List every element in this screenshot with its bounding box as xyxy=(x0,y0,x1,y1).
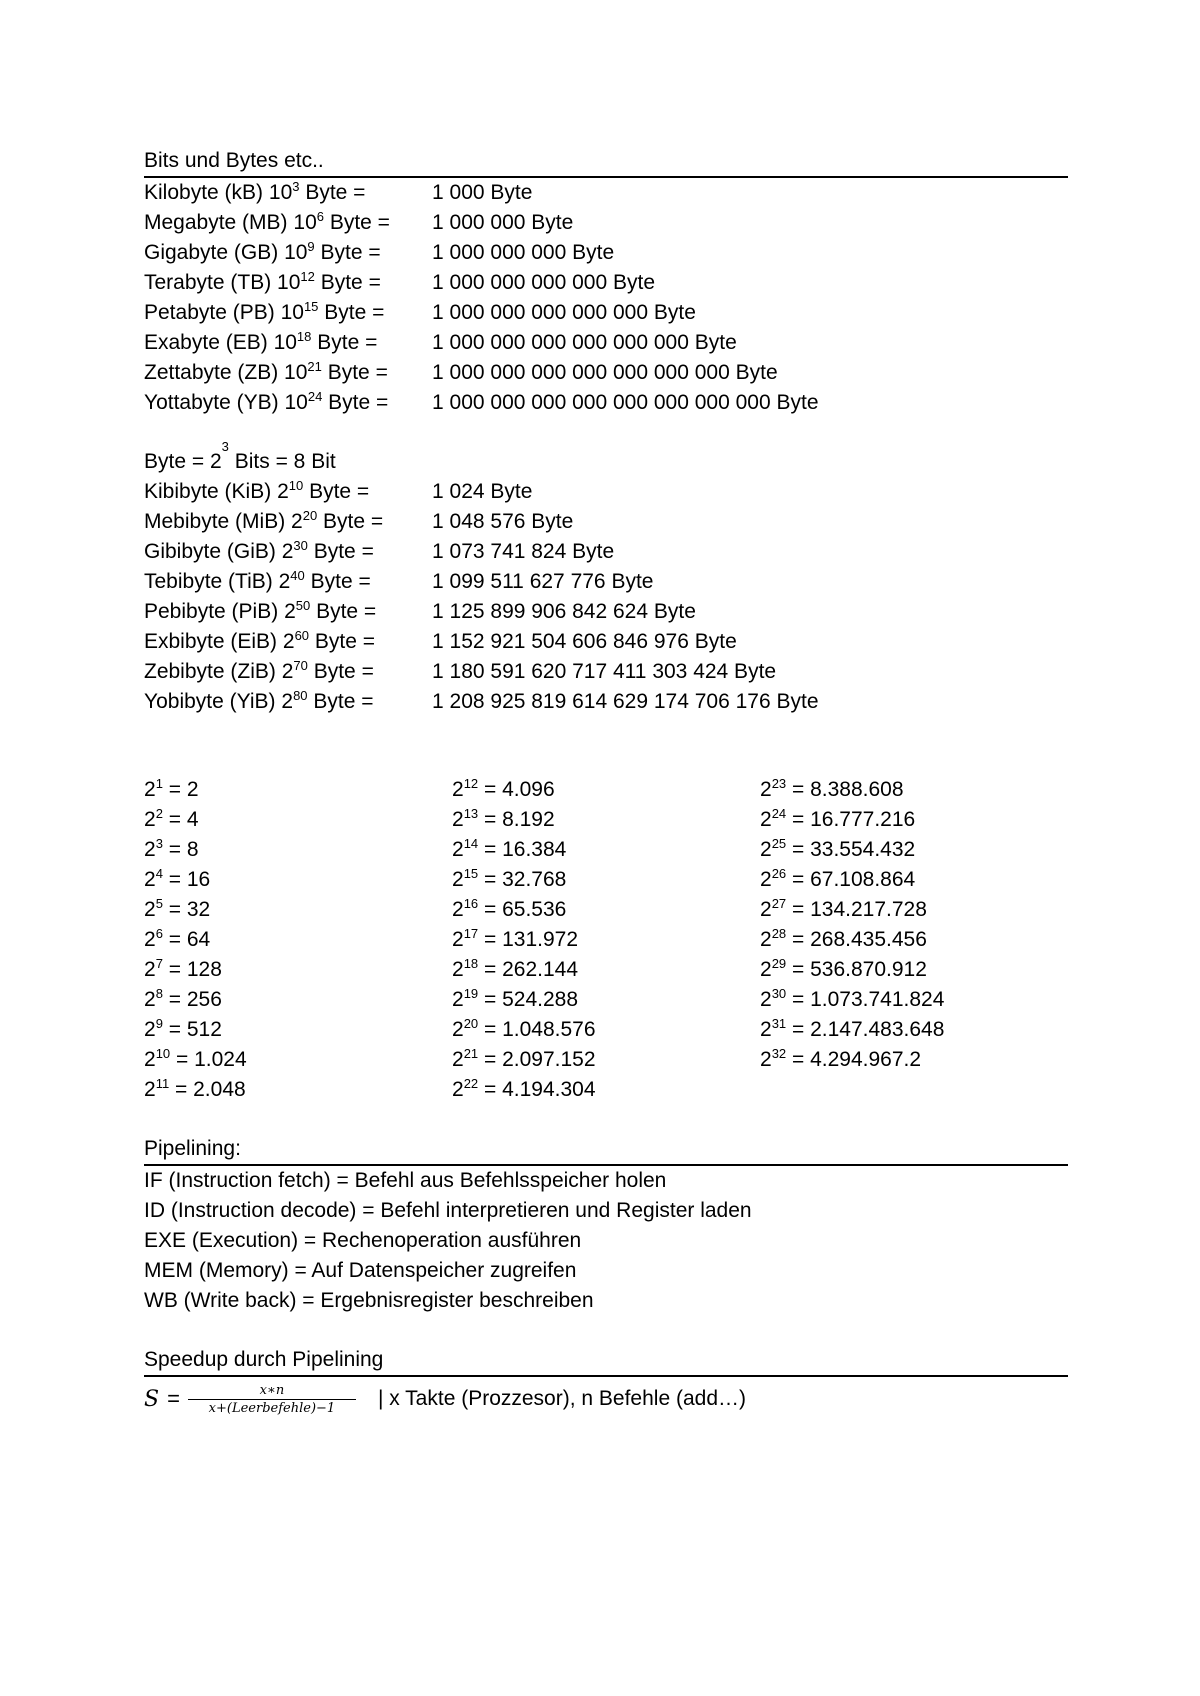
unit-suffix: Byte = xyxy=(320,241,381,264)
power-exponent: 9 xyxy=(155,1016,163,1031)
decimal-unit-row xyxy=(144,178,1068,208)
power-exponent: 3 xyxy=(155,836,163,851)
unit-exponent: 50 xyxy=(295,598,311,613)
power-row xyxy=(452,925,760,955)
power-row xyxy=(144,835,452,865)
unit-base: 2 xyxy=(284,600,296,623)
pipeline-stage: WB (Write back) = Ergebnisregister beschreiben xyxy=(144,1289,594,1312)
power-base: 2 xyxy=(452,838,464,861)
power-exponent: 7 xyxy=(155,956,163,971)
power-value: = 32 xyxy=(168,898,211,921)
power-exponent: 31 xyxy=(771,1016,787,1031)
unit-suffix: Byte = xyxy=(324,301,385,324)
unit-label xyxy=(144,477,432,507)
decimal-unit-row xyxy=(144,388,1068,418)
power-exponent: 1 xyxy=(155,776,163,791)
unit-name: Terabyte (TB) xyxy=(144,271,272,294)
power-base: 2 xyxy=(144,808,156,831)
power-row xyxy=(760,925,1068,955)
power-base: 2 xyxy=(452,778,464,801)
power-row xyxy=(760,775,1068,805)
power-base: 2 xyxy=(452,898,464,921)
power-row xyxy=(144,865,452,895)
unit-value: 1 152 921 504 606 846 976 Byte xyxy=(432,630,737,653)
formula-denominator: x+(Leerbefehle)−1 xyxy=(208,1400,336,1416)
unit-base: 2 xyxy=(282,630,295,653)
unit-suffix: Byte = xyxy=(313,660,374,683)
power-value: = 268.435.456 xyxy=(792,928,927,951)
power-exponent: 15 xyxy=(463,866,479,881)
power-exponent: 13 xyxy=(463,806,479,821)
power-exponent: 19 xyxy=(463,986,479,1001)
formula-fraction xyxy=(188,1383,356,1416)
formula-equals: = xyxy=(167,1386,180,1411)
unit-suffix: Byte = xyxy=(313,540,374,563)
unit-value: 1 180 591 620 717 411 303 424 Byte xyxy=(432,660,777,683)
unit-base: 2 xyxy=(277,480,289,503)
unit-name: Yobibyte (YiB) xyxy=(144,690,276,713)
unit-suffix: Byte = xyxy=(305,181,366,204)
power-base: 2 xyxy=(452,1078,464,1101)
power-row xyxy=(760,835,1068,865)
power-value: = 1.024 xyxy=(176,1048,247,1071)
power-base: 2 xyxy=(144,868,156,891)
unit-base: 10 xyxy=(284,391,308,414)
power-base: 2 xyxy=(760,838,772,861)
binary-unit-row xyxy=(144,687,1068,717)
power-value: = 2.048 xyxy=(175,1078,246,1101)
byte-bits-line xyxy=(144,439,1068,477)
power-value: = 65.536 xyxy=(484,898,567,921)
power-exponent: 30 xyxy=(771,986,787,1001)
unit-suffix: Byte = xyxy=(329,211,390,234)
power-value: = 512 xyxy=(168,1018,222,1041)
power-row xyxy=(144,1045,452,1075)
unit-name: Gigabyte (GB) xyxy=(144,241,279,264)
power-exponent: 21 xyxy=(463,1046,479,1061)
power-value: = 8 xyxy=(168,838,199,861)
unit-value: 1 099 511 627 776 Byte xyxy=(432,570,654,593)
unit-value: 1 048 576 Byte xyxy=(432,510,574,533)
power-value: = 524.288 xyxy=(484,988,579,1011)
unit-suffix: Byte = xyxy=(320,271,381,294)
power-base: 2 xyxy=(760,988,772,1011)
fraction-bar xyxy=(188,1399,356,1400)
unit-value: 1 024 Byte xyxy=(432,480,533,503)
power-value: = 2 xyxy=(168,778,199,801)
unit-name: Kibibyte (KiB) xyxy=(144,480,272,503)
unit-exponent: 80 xyxy=(293,688,308,703)
decimal-unit-row xyxy=(144,238,1068,268)
power-base: 2 xyxy=(452,1048,464,1071)
binary-unit-row xyxy=(144,657,1068,687)
power-value: = 32.768 xyxy=(484,868,567,891)
powers-of-two-table xyxy=(144,775,1068,1105)
unit-label xyxy=(144,597,432,627)
power-exponent: 29 xyxy=(771,956,787,971)
power-exponent: 25 xyxy=(771,836,787,851)
power-base: 2 xyxy=(144,928,156,951)
unit-name: Pebibyte (PiB) xyxy=(144,600,279,623)
powers-column xyxy=(452,775,760,1105)
binary-unit-row xyxy=(144,477,1068,507)
unit-base: 2 xyxy=(281,540,294,563)
power-row xyxy=(144,1015,452,1045)
pipeline-stage: IF (Instruction fetch) = Befehl aus Befehlsspeicher holen xyxy=(144,1169,667,1192)
speedup-title: Speedup durch Pipelining xyxy=(144,1348,384,1371)
power-exponent: 24 xyxy=(771,806,787,821)
power-base: 2 xyxy=(144,1018,156,1041)
unit-base: 10 xyxy=(293,211,317,234)
unit-suffix: Byte = xyxy=(316,600,377,623)
power-row xyxy=(452,1045,760,1075)
power-row xyxy=(144,925,452,955)
binary-unit-row xyxy=(144,507,1068,537)
power-row xyxy=(452,985,760,1015)
binary-unit-row xyxy=(144,537,1068,567)
unit-suffix: Byte = xyxy=(309,480,370,503)
power-value: = 16.384 xyxy=(484,838,567,861)
unit-exponent: 40 xyxy=(290,568,305,583)
binary-unit-row xyxy=(144,627,1068,657)
power-value: = 2.147.483.648 xyxy=(792,1018,945,1041)
unit-label xyxy=(144,657,432,687)
power-exponent: 14 xyxy=(463,836,479,851)
unit-suffix: Byte = xyxy=(327,361,388,384)
pipeline-stage: MEM (Memory) = Auf Datenspeicher zugreifen xyxy=(144,1259,577,1282)
decimal-unit-row xyxy=(144,358,1068,388)
unit-base: 10 xyxy=(268,181,293,204)
unit-value: 1 000 000 000 000 Byte xyxy=(432,271,656,294)
power-row xyxy=(144,775,452,805)
unit-value: 1 000 000 000 000 000 000 000 000 Byte xyxy=(432,391,819,414)
power-base: 2 xyxy=(144,988,156,1011)
power-exponent: 16 xyxy=(463,896,479,911)
unit-exponent: 6 xyxy=(316,209,324,224)
unit-suffix: Byte = xyxy=(328,391,389,414)
byte-exp: 3 xyxy=(221,439,229,454)
unit-base: 10 xyxy=(273,331,297,354)
power-exponent: 26 xyxy=(771,866,787,881)
unit-label xyxy=(144,537,432,567)
unit-name: Kilobyte (kB) xyxy=(144,181,264,204)
byte-prefix: Byte = xyxy=(144,450,205,473)
unit-base: 2 xyxy=(281,690,294,713)
unit-name: Gibibyte (GiB) xyxy=(144,540,276,563)
power-row xyxy=(144,955,452,985)
pipeline-stage: ID (Instruction decode) = Befehl interpretieren und Register laden xyxy=(144,1199,752,1222)
unit-name: Yottabyte (YB) xyxy=(144,391,279,414)
power-value: = 4 xyxy=(168,808,199,831)
power-base: 2 xyxy=(452,988,464,1011)
power-row xyxy=(452,775,760,805)
power-row xyxy=(760,1045,1068,1075)
formula-numerator: x∗n xyxy=(259,1382,285,1398)
unit-value: 1 208 925 819 614 629 174 706 176 Byte xyxy=(432,690,819,713)
unit-name: Petabyte (PB) xyxy=(144,301,275,324)
unit-exponent: 70 xyxy=(293,658,308,673)
power-exponent: 23 xyxy=(771,776,787,791)
unit-suffix: Byte = xyxy=(314,630,376,653)
unit-exponent: 15 xyxy=(303,299,319,314)
unit-suffix: Byte = xyxy=(310,570,371,593)
unit-label xyxy=(144,627,432,657)
power-exponent: 5 xyxy=(155,896,163,911)
power-exponent: 22 xyxy=(463,1076,479,1091)
binary-unit-row xyxy=(144,567,1068,597)
power-base: 2 xyxy=(452,808,464,831)
power-value: = 134.217.728 xyxy=(792,898,927,921)
formula-lhs: S xyxy=(144,1386,160,1412)
unit-exponent: 20 xyxy=(302,508,318,523)
power-exponent: 20 xyxy=(463,1016,479,1031)
power-exponent: 6 xyxy=(155,926,163,941)
unit-exponent: 18 xyxy=(296,329,312,344)
power-base: 2 xyxy=(452,928,464,951)
power-base: 2 xyxy=(144,958,156,981)
power-row xyxy=(760,1015,1068,1045)
unit-label xyxy=(144,268,432,298)
power-exponent: 12 xyxy=(463,776,479,791)
power-exponent: 17 xyxy=(463,926,479,941)
power-base: 2 xyxy=(452,1018,464,1041)
unit-label xyxy=(144,388,432,418)
power-value: = 4.096 xyxy=(484,778,555,801)
power-base: 2 xyxy=(760,778,772,801)
unit-value: 1 000 000 000 000 000 000 Byte xyxy=(432,331,737,354)
unit-label xyxy=(144,298,432,328)
pipelining-title: Pipelining: xyxy=(144,1137,241,1160)
power-base: 2 xyxy=(760,1018,772,1041)
power-exponent: 8 xyxy=(155,986,163,1001)
power-exponent: 4 xyxy=(155,866,163,881)
powers-column xyxy=(144,775,452,1105)
unit-label xyxy=(144,238,432,268)
bytes-section-title: Bits und Bytes etc.. xyxy=(144,149,324,172)
power-value: = 536.870.912 xyxy=(792,958,927,981)
power-base: 2 xyxy=(144,838,156,861)
document-content xyxy=(144,0,1068,1421)
unit-suffix: Byte = xyxy=(317,331,378,354)
power-row xyxy=(144,1075,452,1105)
power-base: 2 xyxy=(452,958,464,981)
power-row xyxy=(452,865,760,895)
unit-exponent: 30 xyxy=(293,538,308,553)
unit-exponent: 10 xyxy=(288,478,304,493)
power-row xyxy=(452,805,760,835)
byte-definition xyxy=(144,439,1068,477)
unit-label xyxy=(144,507,432,537)
power-row xyxy=(452,835,760,865)
unit-exponent: 24 xyxy=(307,389,323,404)
unit-name: Exbibyte (EiB) xyxy=(144,630,278,653)
unit-label xyxy=(144,208,432,238)
unit-value: 1 000 000 000 Byte xyxy=(432,241,615,264)
power-exponent: 10 xyxy=(155,1046,171,1061)
power-row xyxy=(452,895,760,925)
power-value: = 67.108.864 xyxy=(792,868,916,891)
unit-name: Mebibyte (MiB) xyxy=(144,510,286,533)
unit-base: 10 xyxy=(277,271,301,294)
unit-base: 2 xyxy=(291,510,303,533)
power-value: = 8.192 xyxy=(484,808,555,831)
binary-units-list xyxy=(144,477,1068,717)
unit-name: Megabyte (MB) xyxy=(144,211,288,234)
power-base: 2 xyxy=(144,778,156,801)
power-value: = 4.194.304 xyxy=(484,1078,596,1101)
unit-value: 1 000 000 000 000 000 000 000 Byte xyxy=(432,361,778,384)
unit-base: 10 xyxy=(284,241,308,264)
power-base: 2 xyxy=(760,808,772,831)
power-row xyxy=(452,1015,760,1045)
unit-label xyxy=(144,687,432,717)
power-row xyxy=(760,865,1068,895)
power-exponent: 18 xyxy=(463,956,479,971)
power-exponent: 27 xyxy=(771,896,787,911)
unit-value: 1 000 000 000 000 000 Byte xyxy=(432,301,696,324)
power-value: = 64 xyxy=(168,928,211,951)
unit-label xyxy=(144,178,432,208)
unit-name: Zebibyte (ZiB) xyxy=(144,660,276,683)
unit-base: 2 xyxy=(278,570,291,593)
unit-suffix: Byte = xyxy=(313,690,374,713)
unit-value: 1 000 000 Byte xyxy=(432,211,574,234)
power-base: 2 xyxy=(452,868,464,891)
unit-exponent: 3 xyxy=(292,179,300,194)
unit-exponent: 60 xyxy=(294,628,310,643)
byte-suffix: Bits = 8 Bit xyxy=(234,450,336,473)
power-row xyxy=(452,955,760,985)
unit-exponent: 12 xyxy=(300,269,315,284)
power-base: 2 xyxy=(144,1078,156,1101)
power-exponent: 11 xyxy=(155,1076,170,1091)
decimal-unit-row xyxy=(144,298,1068,328)
power-value: = 256 xyxy=(168,988,222,1011)
power-base: 2 xyxy=(144,898,156,921)
decimal-unit-row xyxy=(144,328,1068,358)
power-base: 2 xyxy=(760,928,772,951)
power-value: = 33.554.432 xyxy=(792,838,916,861)
binary-unit-row xyxy=(144,597,1068,627)
decimal-unit-row xyxy=(144,208,1068,238)
power-value: = 1.048.576 xyxy=(484,1018,596,1041)
power-row xyxy=(760,985,1068,1015)
decimal-unit-row xyxy=(144,268,1068,298)
power-exponent: 32 xyxy=(771,1046,787,1061)
unit-value: 1 000 Byte xyxy=(432,181,533,204)
speedup-formula xyxy=(144,1377,1068,1421)
unit-value: 1 125 899 906 842 624 Byte xyxy=(432,600,696,623)
unit-base: 10 xyxy=(284,361,308,384)
power-value: = 16 xyxy=(168,868,211,891)
power-value: = 128 xyxy=(168,958,222,981)
unit-name: Exabyte (EB) xyxy=(144,331,268,354)
power-row xyxy=(144,805,452,835)
unit-name: Zettabyte (ZB) xyxy=(144,361,279,384)
power-value: = 1.073.741.824 xyxy=(792,988,945,1011)
power-row xyxy=(760,805,1068,835)
unit-value: 1 073 741 824 Byte xyxy=(432,540,615,563)
unit-label xyxy=(144,358,432,388)
power-row xyxy=(760,955,1068,985)
unit-suffix: Byte = xyxy=(323,510,384,533)
unit-label xyxy=(144,328,432,358)
pipeline-stage-list xyxy=(144,1166,1068,1316)
power-value: = 2.097.152 xyxy=(484,1048,596,1071)
power-base: 2 xyxy=(760,898,772,921)
unit-base: 10 xyxy=(280,301,304,324)
power-value: = 16.777.216 xyxy=(792,808,916,831)
unit-exponent: 9 xyxy=(307,239,315,254)
powers-column xyxy=(760,775,1068,1105)
power-row xyxy=(144,985,452,1015)
pipeline-stage: EXE (Execution) = Rechenoperation ausführen xyxy=(144,1229,582,1252)
power-value: = 262.144 xyxy=(484,958,579,981)
unit-name: Tebibyte (TiB) xyxy=(144,570,273,593)
formula-description: | x Takte (Prozzesor), n Befehle (add…) xyxy=(377,1387,746,1410)
unit-label xyxy=(144,567,432,597)
unit-exponent: 21 xyxy=(307,359,322,374)
power-row xyxy=(144,895,452,925)
unit-base: 2 xyxy=(281,660,294,683)
power-base: 2 xyxy=(760,1048,772,1071)
decimal-units-list xyxy=(144,178,1068,418)
power-value: = 131.972 xyxy=(484,928,579,951)
power-row xyxy=(760,895,1068,925)
power-exponent: 2 xyxy=(155,806,163,821)
power-base: 2 xyxy=(144,1048,156,1071)
power-value: = 4.294.967.2 xyxy=(792,1048,922,1071)
power-row xyxy=(452,1075,760,1105)
power-base: 2 xyxy=(760,868,772,891)
byte-base: 2 xyxy=(209,450,222,473)
power-exponent: 28 xyxy=(771,926,787,941)
power-value: = 8.388.608 xyxy=(792,778,904,801)
power-base: 2 xyxy=(760,958,772,981)
